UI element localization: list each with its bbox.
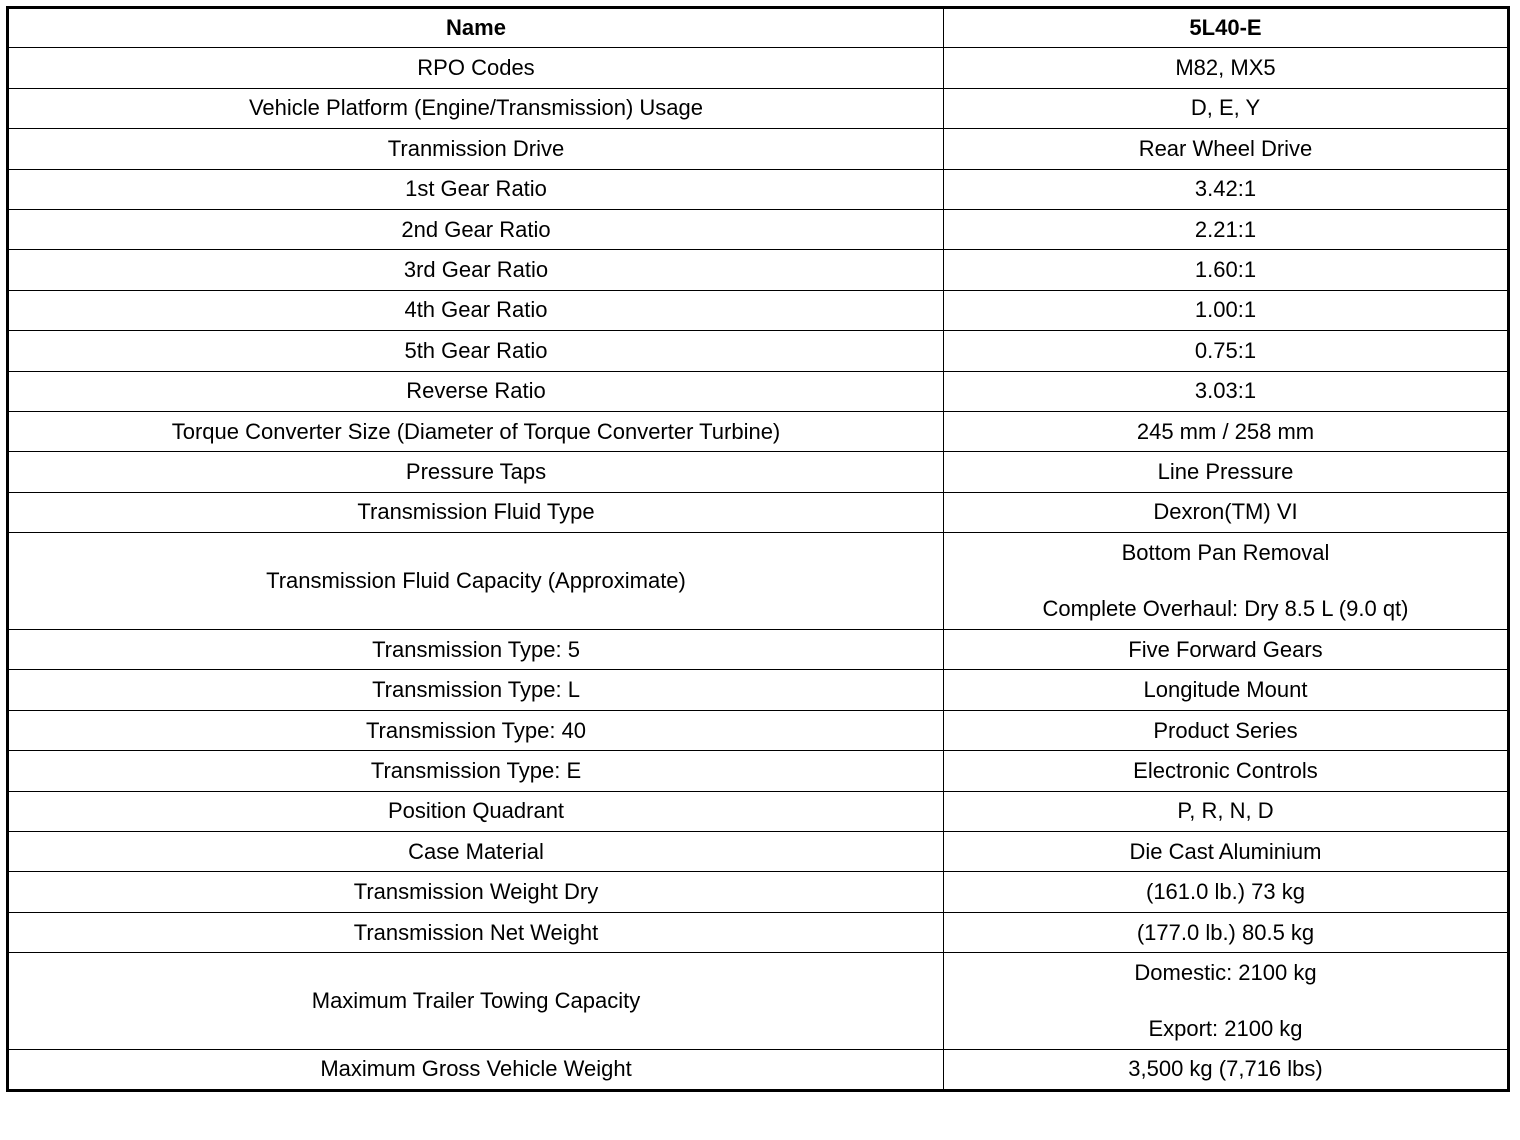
spec-value: Electronic Controls	[944, 751, 1509, 791]
spec-value: Dexron(TM) VI	[944, 492, 1509, 532]
table-row	[8, 452, 1509, 492]
spec-value	[944, 953, 1509, 1050]
spec-value	[944, 533, 1509, 630]
spec-value: M82, MX5	[944, 48, 1509, 88]
spec-name: Position Quadrant	[8, 791, 944, 831]
spec-value: 1.60:1	[944, 250, 1509, 290]
table-row	[8, 832, 1509, 872]
spec-value: (177.0 lb.) 80.5 kg	[944, 912, 1509, 952]
spec-name: Pressure Taps	[8, 452, 944, 492]
spec-name: 5th Gear Ratio	[8, 331, 944, 371]
table-row	[8, 912, 1509, 952]
spec-name: Vehicle Platform (Engine/Transmission) Usage	[8, 88, 944, 128]
spec-value: P, R, N, D	[944, 791, 1509, 831]
spec-name: Transmission Type: 40	[8, 710, 944, 750]
spec-name: Transmission Type: L	[8, 670, 944, 710]
spec-name: Transmission Fluid Type	[8, 492, 944, 532]
table-row	[8, 290, 1509, 330]
spec-value: 3.42:1	[944, 169, 1509, 209]
table-row	[8, 250, 1509, 290]
table-row	[8, 492, 1509, 532]
table-row	[8, 371, 1509, 411]
spec-name: Tranmission Drive	[8, 129, 944, 169]
spec-name: 3rd Gear Ratio	[8, 250, 944, 290]
spec-name: Transmission Weight Dry	[8, 872, 944, 912]
spec-name: Maximum Trailer Towing Capacity	[8, 953, 944, 1050]
spec-value: Product Series	[944, 710, 1509, 750]
table-row	[8, 48, 1509, 88]
spec-name: Reverse Ratio	[8, 371, 944, 411]
table-row	[8, 791, 1509, 831]
spec-value: (161.0 lb.) 73 kg	[944, 872, 1509, 912]
spec-value: 2.21:1	[944, 209, 1509, 249]
table-row	[8, 331, 1509, 371]
spec-name: 4th Gear Ratio	[8, 290, 944, 330]
spec-value: Longitude Mount	[944, 670, 1509, 710]
table-row	[8, 88, 1509, 128]
spec-name: RPO Codes	[8, 48, 944, 88]
spec-name: Torque Converter Size (Diameter of Torque Converter Turbine)	[8, 411, 944, 451]
spec-name: Transmission Net Weight	[8, 912, 944, 952]
table-row	[8, 411, 1509, 451]
table-row	[8, 1050, 1509, 1090]
spec-value: Line Pressure	[944, 452, 1509, 492]
spec-value-line: Domestic: 2100 kg	[1134, 960, 1317, 986]
header-name: Name	[8, 8, 944, 48]
spec-value-line: Complete Overhaul: Dry 8.5 L (9.0 qt)	[1042, 596, 1409, 622]
spec-value: 245 mm / 258 mm	[944, 411, 1509, 451]
spec-name: Transmission Fluid Capacity (Approximate)	[8, 533, 944, 630]
spec-value: 3.03:1	[944, 371, 1509, 411]
spec-value: 3,500 kg (7,716 lbs)	[944, 1050, 1509, 1090]
spec-value: D, E, Y	[944, 88, 1509, 128]
spec-value: Rear Wheel Drive	[944, 129, 1509, 169]
spec-value-line: Bottom Pan Removal	[1121, 540, 1330, 566]
header-model: 5L40-E	[944, 8, 1509, 48]
table-row	[8, 169, 1509, 209]
table-row	[8, 872, 1509, 912]
table-row	[8, 751, 1509, 791]
spec-name: Case Material	[8, 832, 944, 872]
table-row	[8, 953, 1509, 1050]
spec-value: Five Forward Gears	[944, 630, 1509, 670]
table-row	[8, 710, 1509, 750]
spec-name: Transmission Type: 5	[8, 630, 944, 670]
table-row	[8, 129, 1509, 169]
spec-value: 0.75:1	[944, 331, 1509, 371]
spec-name: Transmission Type: E	[8, 751, 944, 791]
spec-name: Maximum Gross Vehicle Weight	[8, 1050, 944, 1090]
table-header-row	[8, 8, 1509, 48]
specifications-table	[6, 6, 1510, 1092]
spec-name: 1st Gear Ratio	[8, 169, 944, 209]
table-row	[8, 209, 1509, 249]
spec-value: 1.00:1	[944, 290, 1509, 330]
table-row	[8, 670, 1509, 710]
table-row	[8, 533, 1509, 630]
table-row	[8, 630, 1509, 670]
spec-name: 2nd Gear Ratio	[8, 209, 944, 249]
spec-value-line: Export: 2100 kg	[1148, 1016, 1303, 1042]
spec-value: Die Cast Aluminium	[944, 832, 1509, 872]
